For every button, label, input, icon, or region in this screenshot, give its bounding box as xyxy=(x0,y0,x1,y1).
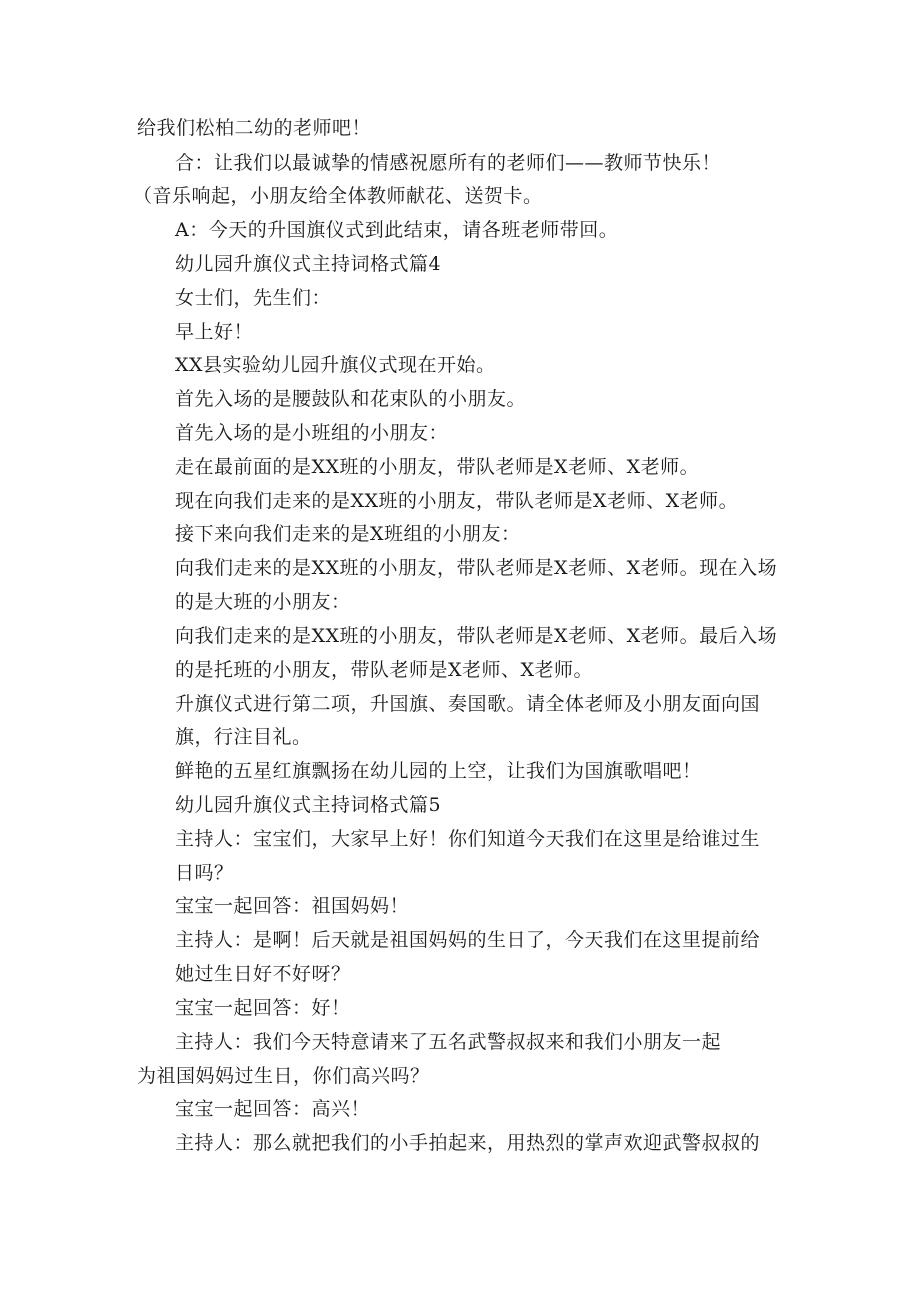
section-heading: 幼儿园升旗仪式主持词格式篇4 xyxy=(175,253,442,275)
text-line: 她过生日好不好呀？ xyxy=(175,963,351,985)
text-line: 首先入场的是腰鼓队和花束队的小朋友。 xyxy=(175,388,527,410)
text-line: 宝宝一起回答：好！ xyxy=(175,997,351,1019)
text-line: 走在最前面的是XX班的小朋友，带队老师是X老师、X老师。 xyxy=(175,456,700,478)
text-line: 现在向我们走来的是XX班的小朋友，带队老师是X老师、X老师。 xyxy=(175,490,739,512)
text-line: 宝宝一起回答：高兴！ xyxy=(175,1098,371,1120)
text-line: 向我们走来的是XX班的小朋友，带队老师是X老师、X老师。现在入场 xyxy=(175,557,778,579)
text-line: 主持人：我们今天特意请来了五名武警叔叔来和我们小朋友一起 xyxy=(175,1031,722,1053)
text-line: 接下来向我们走来的是X班组的小朋友： xyxy=(175,523,521,545)
text-line: 的是托班的小朋友，带队老师是X老师、X老师。 xyxy=(175,659,594,681)
text-line: 升旗仪式进行第二项，升国旗、奏国歌。请全体老师及小朋友面向国 xyxy=(175,693,761,715)
text-line: 首先入场的是小班组的小朋友： xyxy=(175,422,449,444)
text-line: 主持人：是啊！后天就是祖国妈妈的生日了，今天我们在这里提前给 xyxy=(175,929,761,951)
text-line: 早上好！ xyxy=(175,321,254,343)
text-line: A：今天的升国旗仪式到此结束，请各班老师带回。 xyxy=(175,219,619,241)
text-line: XX县实验幼儿园升旗仪式现在开始。 xyxy=(175,354,496,376)
text-line: 给我们松柏二幼的老师吧！ xyxy=(137,117,372,139)
text-line: 旗，行注目礼。 xyxy=(175,726,312,748)
text-line: 合：让我们以最诚挚的情感祝愿所有的老师们——教师节快乐！ xyxy=(175,152,722,174)
text-line: 主持人：那么就把我们的小手拍起来，用热烈的掌声欢迎武警叔叔的 xyxy=(175,1132,761,1154)
text-line: 鲜艳的五星红旗飘扬在幼儿园的上空，让我们为国旗歌唱吧！ xyxy=(175,760,702,782)
text-line: 向我们走来的是XX班的小朋友，带队老师是X老师、X老师。最后入场 xyxy=(175,625,778,647)
text-line: 主持人：宝宝们，大家早上好！你们知道今天我们在这里是给谁过生 xyxy=(175,828,761,850)
text-line: 日吗？ xyxy=(175,862,234,884)
text-line: 女士们，先生们： xyxy=(175,287,332,309)
section-heading: 幼儿园升旗仪式主持词格式篇5 xyxy=(175,794,442,816)
text-line: 为祖国妈妈过生日，你们高兴吗？ xyxy=(137,1065,430,1087)
text-line: （音乐响起，小朋友给全体教师献花、送贺卡。 xyxy=(133,185,543,207)
text-line: 的是大班的小朋友： xyxy=(175,591,351,613)
text-line: 宝宝一起回答：祖国妈妈！ xyxy=(175,895,410,917)
